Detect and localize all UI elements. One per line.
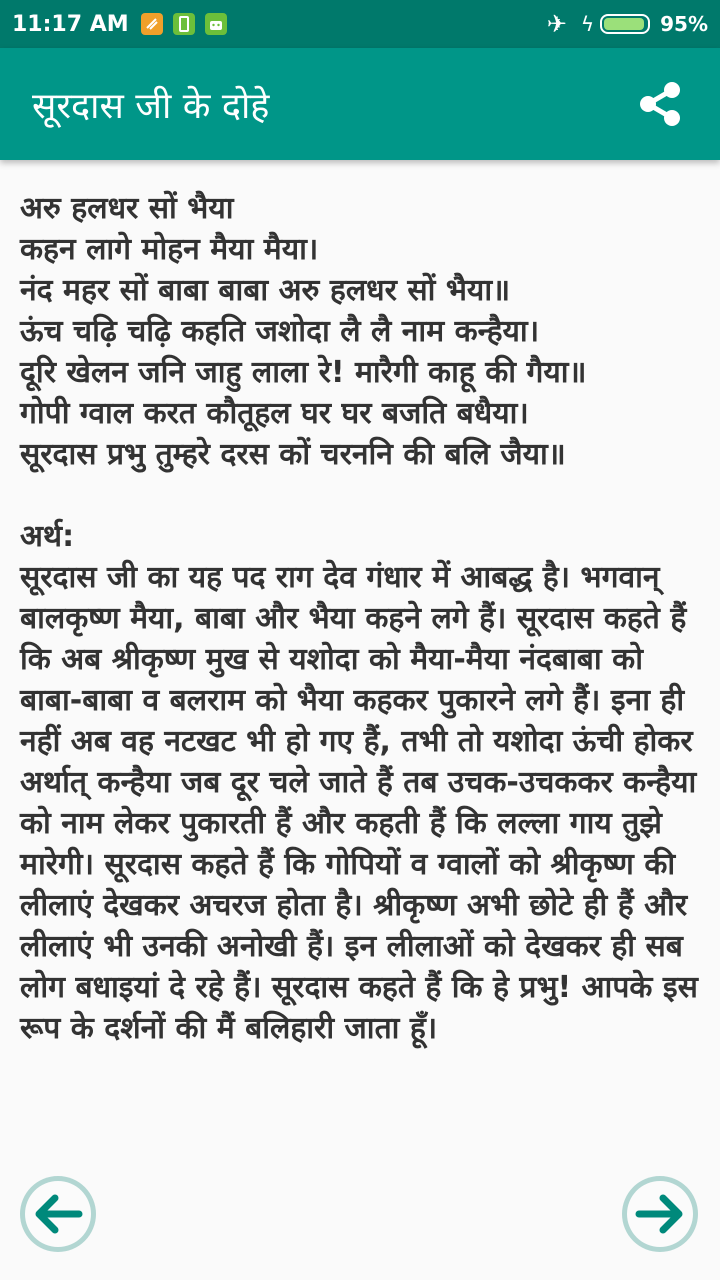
arrow-right-icon: [635, 1194, 685, 1234]
previous-button[interactable]: [20, 1176, 96, 1252]
meaning-text: सूरदास जी का यह पद राग देव गंधार में आबद्ध है। भगवान् बालकृष्ण मैया, बाबा और भैया कहने लगे हैं। सूरदास कहते हैं कि अब श्रीकृष्ण मुख से यशोदा को मैया-मैया नंदबाबा को बाबा-बाबा व बलराम को भैया कहकर पुकारने लगे हैं। इना ही नहीं अब वह नटखट भी हो गए हैं, तभी तो यशोदा ऊंची होकर अर्थात् कन्हैया जब दूर चले जाते हैं तब उचक-उचककर कन्हैया को नाम लेकर पुकारती हैं और कहती हैं कि लल्ला गाय तुझे मारेगी। सूरदास कहते हैं कि गोपियों व ग्वालों को श्रीकृष्ण की लीलाएं देखकर अचरज होता है। श्रीकृष्ण अभी छोटे ही हैं और लीलाएं भी उनकी अनोखी हैं। इन लीलाओं को देखकर ही सब लोग बधाइयां दे रहे हैं। सूरदास कहते हैं कि हे प्रभु! आपके इस रूप के दर्शनों की मैं बलिहारी जाता हूँ।: [20, 560, 698, 1046]
notification-app-icon: [141, 13, 163, 35]
verse-line: नंद महर सों बाबा बाबा अरु हलधर सों भैया॥: [20, 273, 511, 308]
verse-line: कहन लागे मोहन मैया मैया।: [20, 232, 319, 267]
verse-line: दूरि खेलन जनि जाहु लाला रे! मारैगी काहू की गैया॥: [20, 355, 587, 390]
airplane-mode-icon: ✈: [546, 10, 567, 38]
status-bar: [0, 0, 720, 48]
charging-icon: ϟ: [580, 12, 595, 36]
battery-level: [604, 18, 644, 30]
app-bar: [0, 48, 720, 160]
page-title: सूरदास जी के दोहे: [32, 85, 270, 127]
share-icon: [634, 78, 686, 130]
notification-battery-icon: [173, 13, 195, 35]
verse-line: गोपी ग्वाल करत कौतूहल घर घर बजति बधैया।: [20, 396, 529, 431]
share-button[interactable]: [632, 76, 688, 132]
verse-block: [20, 188, 700, 475]
verse-line: सूरदास प्रभु तुम्हरे दरस कों चरननि की बलि जैया॥: [20, 437, 566, 472]
notification-android-icon: [205, 13, 227, 35]
battery-percent: 95%: [660, 12, 708, 36]
doha-content[interactable]: [0, 160, 720, 1260]
status-time: 11:17 AM: [12, 11, 129, 37]
verse-line: अरु हलधर सों भैया: [20, 191, 234, 226]
verse-line: ऊंच चढ़ि चढ़ि कहति जशोदा लै लै नाम कन्हैया।: [20, 314, 540, 349]
spacer: [20, 475, 700, 516]
next-button[interactable]: [622, 1176, 698, 1252]
meaning-label: अर्थ:: [20, 519, 75, 554]
status-right-group: [547, 12, 708, 36]
battery-icon: [600, 14, 650, 34]
arrow-left-icon: [33, 1194, 83, 1234]
